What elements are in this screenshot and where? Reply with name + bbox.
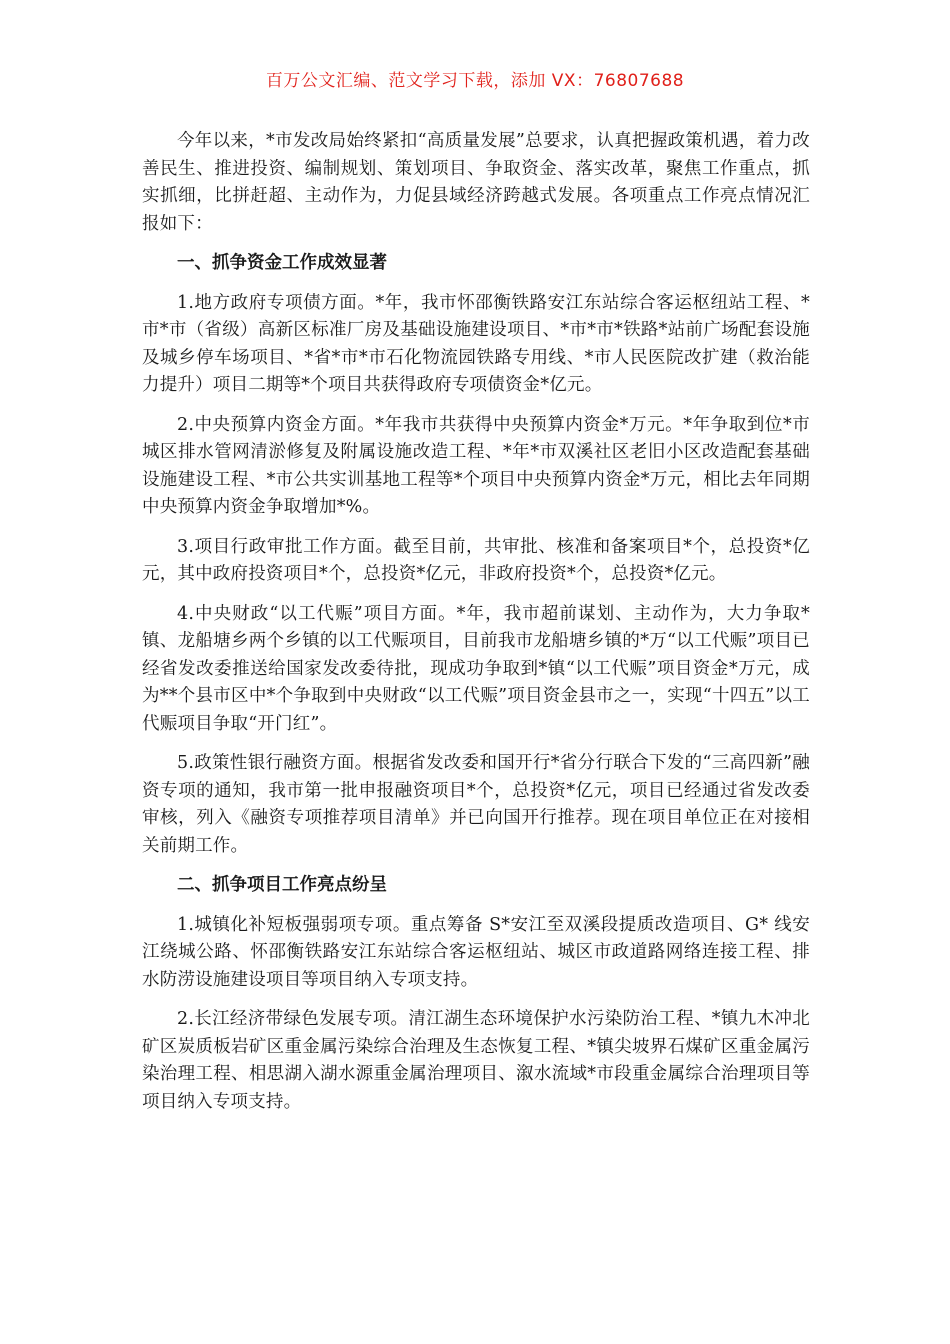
section1-item-4: 4.中央财政“以工代赈”项目方面。*年，我市超前谋划、主动作为，大力争取*镇、龙船塘乡两个乡镇的以工代赈项目，目前我市龙船塘乡镇的*万“以工代赈”项目已经省发改委推送给国家发改委待批，现成功争取到*镇“以工代赈”项目资金*万元，成为**个县市区中*个争取到中央财政“以工代赈”项目资金县市之一，实现“十四五”以工代赈项目争取“开门红”。 [142,603,810,734]
section1-item-2: 2.中央预算内资金方面。*年我市共获得中央预算内资金*万元。*年争取到位*市城区排水管网清淤修复及附属设施改造工程、*年*市双溪社区老旧小区改造配套基础设施建设工程、*市公共实训基地工程等*个项目中央预算内资金*万元，相比去年同期中央预算内资金争取增加*%。 [142,414,810,517]
header-banner: 百万公文汇编、范文学习下载，添加 VX：76807688 [265,71,685,91]
section1-item-3: 3.项目行政审批工作方面。截至目前，共审批、核准和备案项目*个，总投资*亿元，其中政府投资项目*个，总投资*亿元，非政府投资*个，总投资*亿元。 [142,536,810,584]
section2-item-1: 1.城镇化补短板强弱项专项。重点筹备 S*安江至双溪段提质改造项目、G* 线安江绕城公路、怀邵衡铁路安江东站综合客运枢纽站、城区市政道路网络连接工程、排水防涝设施建设项目等项目纳入专项支持。 [142,914,810,990]
section1-item-5: 5.政策性银行融资方面。根据省发改委和国开行*省分行联合下发的“三高四新”融资专项的通知，我市第一批申报融资项目*个，总投资*亿元，项目已经通过省发改委审核，列入《融资专项推荐项目清单》并已向国开行推荐。现在项目单位正在对接相关前期工作。 [142,753,810,856]
intro-paragraph: 今年以来，*市发改局始终紧扣“高质量发展”总要求，认真把握政策机遇，着力改善民生、推进投资、编制规划、策划项目、争取资金、落实改革，聚焦工作重点，抓实抓细，比拼赶超、主动作为，力促县域经济跨越式发展。各项重点工作亮点情况汇报如下： [142,131,810,234]
section1-item-1: 1.地方政府专项债方面。*年，我市怀邵衡铁路安江东站综合客运枢纽站工程、*市*市（省级）高新区标准厂房及基础设施建设项目、*市*市*铁路*站前广场配套设施及城乡停车场项目、*省*市*市石化物流园铁路专用线、*市人民医院改扩建（救治能力提升）项目二期等*个项目共获得政府专项债资金*亿元。 [142,292,810,395]
document-body [142,128,810,1128]
section-heading-1: 一、抓争资金工作成效显著 [177,253,387,273]
section-heading-2: 二、抓争项目工作亮点纷呈 [177,875,387,895]
section2-item-2: 2.长江经济带绿色发展专项。清江湖生态环境保护水污染防治工程、*镇九木冲北矿区炭质板岩矿区重金属污染综合治理及生态恢复工程、*镇尖坡界石煤矿区重金属污染治理工程、相思湖入湖水源重金属治理项目、溆水流域*市段重金属综合治理项目等项目纳入专项支持。 [142,1009,810,1112]
